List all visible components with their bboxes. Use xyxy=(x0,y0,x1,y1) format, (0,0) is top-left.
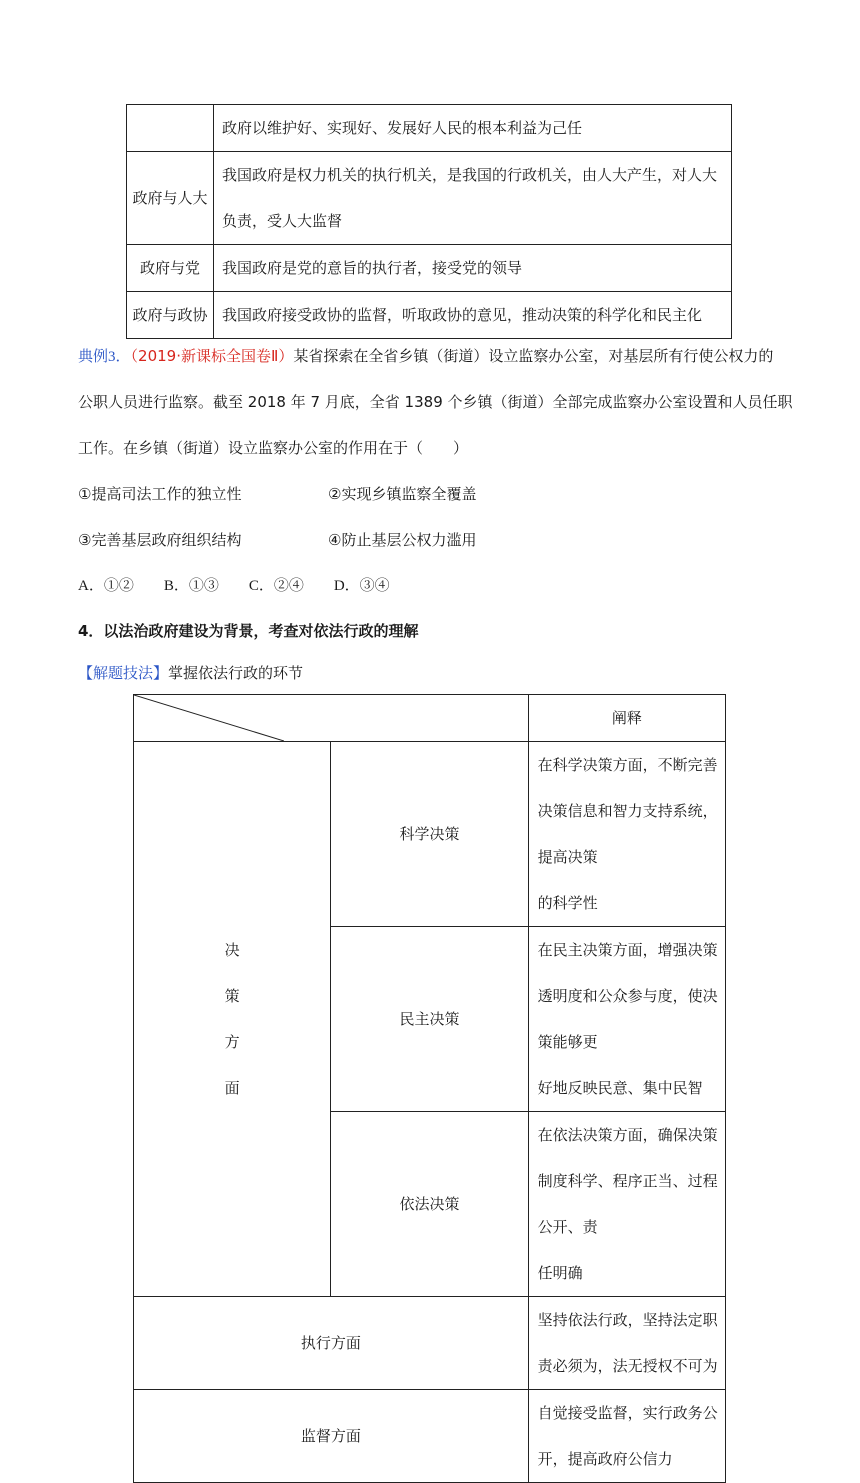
row-desc xyxy=(528,927,725,1112)
table-row xyxy=(134,1390,726,1483)
row-label: 执行方面 xyxy=(134,1297,529,1390)
tip-text: 掌握依法行政的环节 xyxy=(168,664,304,682)
example-source: （2019·新课标全国卷Ⅱ） xyxy=(130,347,294,365)
example-text: 某省探索在全省乡镇（街道）设立监察办公室，对基层所有行使公权力的 xyxy=(293,347,774,365)
diagonal-header-cell xyxy=(134,695,529,742)
group-char: 策 xyxy=(224,987,240,1005)
example-number: 3． xyxy=(108,349,131,365)
group-cell xyxy=(134,742,331,1297)
table-cell: 我国政府接受政协的监督，听取政协的意见，推动决策的科学化和民主化 xyxy=(214,292,732,339)
tip-line xyxy=(78,650,303,696)
table-cell xyxy=(214,152,732,245)
cell-line: 我国政府是权力机关的执行机关，是我国的行政机关，由人大产生，对人大 xyxy=(222,166,718,184)
table-row xyxy=(127,105,732,152)
relations-table xyxy=(126,104,732,339)
table-cell: 政府与政协 xyxy=(127,292,214,339)
row-desc xyxy=(528,1112,725,1297)
group-char: 方 xyxy=(224,1033,240,1051)
answer-choices: A．①② B．①③ C．②④ D．③④ xyxy=(78,578,390,594)
cell-line: 好地反映民意、集中民智 xyxy=(537,1079,703,1097)
row-desc: 自觉接受监督，实行政务公开，提高政府公信力 xyxy=(528,1390,725,1483)
table-cell: 政府与党 xyxy=(127,245,214,292)
row-label: 科学决策 xyxy=(331,742,528,927)
row-desc xyxy=(528,742,725,927)
example-line-2: 公职人员进行监察。截至 2018 年 7 月底，全省 1389 个乡镇（街道）全部完成监察办公室设置和人员任职 xyxy=(78,393,793,411)
option-4: ④防止基层公权力滥用 xyxy=(328,531,477,549)
example-line-1 xyxy=(78,333,773,380)
cell-line: 在民主决策方面，增强决策透明度和公众参与度，使决策能够更 xyxy=(537,941,718,1051)
header-cell: 阐释 xyxy=(528,695,725,742)
option-3: ③完善基层政府组织结构 xyxy=(78,531,242,549)
cell-line: 在依法决策方面，确保决策制度科学、程序正当、过程公开、责 xyxy=(537,1126,718,1236)
group-char: 决 xyxy=(224,941,240,959)
diagonal-line xyxy=(134,695,284,741)
row-label: 监督方面 xyxy=(134,1390,529,1483)
example-label: 典例 xyxy=(78,347,109,365)
table-cell: 政府以维护好、实现好、发展好人民的根本利益为己任 xyxy=(214,105,732,152)
table-row xyxy=(127,245,732,292)
row-label: 依法决策 xyxy=(331,1112,528,1297)
cell-line: 在科学决策方面，不断完善决策信息和智力支持系统，提高决策 xyxy=(537,756,718,866)
option-2: ②实现乡镇监察全覆盖 xyxy=(328,485,477,503)
group-char: 面 xyxy=(224,1079,240,1097)
tip-label: 【解题技法】 xyxy=(78,664,169,682)
cell-line: 负责，受人大监督 xyxy=(222,212,343,230)
administration-table xyxy=(133,694,726,1483)
cell-line: 的科学性 xyxy=(537,894,598,912)
table-cell: 政府与人大 xyxy=(127,152,214,245)
table-row xyxy=(127,292,732,339)
table-row xyxy=(134,1297,726,1390)
cell-line: 任明确 xyxy=(537,1264,583,1282)
table-row xyxy=(127,152,732,245)
row-desc: 坚持依法行政，坚持法定职责必须为，法无授权不可为 xyxy=(528,1297,725,1390)
option-1: ①提高司法工作的独立性 xyxy=(78,485,242,503)
example-line-3: 工作。在乡镇（街道）设立监察办公室的作用在于（ ） xyxy=(78,439,469,457)
row-label: 民主决策 xyxy=(331,927,528,1112)
table-cell: 我国政府是党的意旨的执行者，接受党的领导 xyxy=(214,245,732,292)
table-row xyxy=(134,742,726,927)
table-cell xyxy=(127,105,214,152)
table-row xyxy=(134,695,726,742)
section-heading: 4．以法治政府建设为背景，考查对依法行政的理解 xyxy=(78,622,419,640)
